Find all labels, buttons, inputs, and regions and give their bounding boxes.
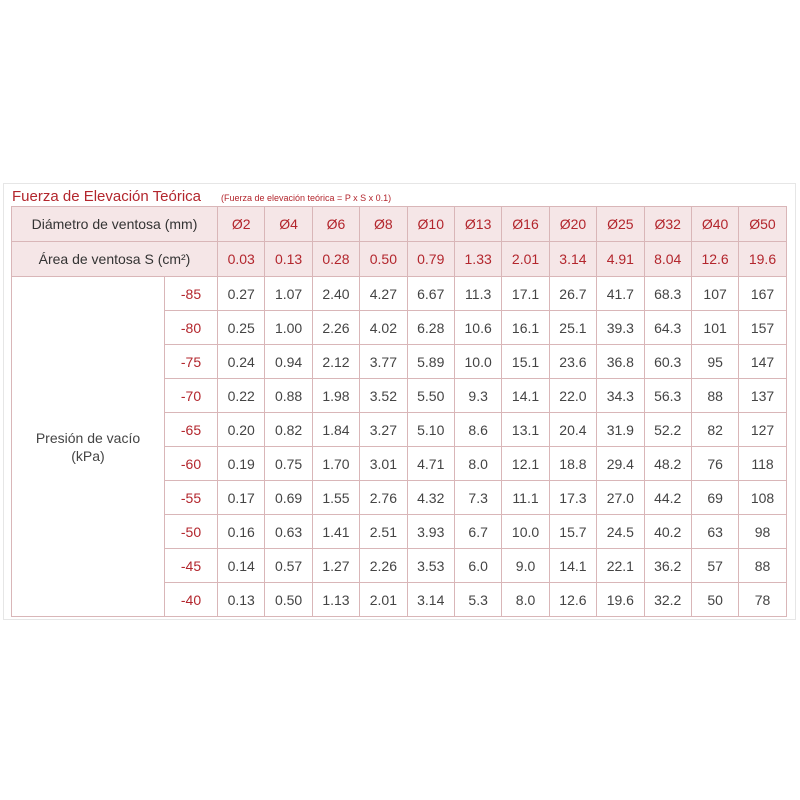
force-value-cell: 5.10	[407, 413, 454, 447]
force-value-cell: 10.6	[454, 311, 501, 345]
force-value-cell: 0.24	[218, 345, 265, 379]
force-value-cell: 0.63	[265, 515, 312, 549]
diameter-header-cell: Ø8	[360, 207, 407, 242]
area-header-cell: 2.01	[502, 242, 549, 277]
force-value-cell: 57	[691, 549, 738, 583]
force-value-cell: 3.27	[360, 413, 407, 447]
force-value-cell: 20.4	[549, 413, 596, 447]
pressure-label-line1: Presión de vacío	[35, 429, 141, 446]
force-value-cell: 0.57	[265, 549, 312, 583]
force-value-cell: 6.7	[454, 515, 501, 549]
force-value-cell: 10.0	[454, 345, 501, 379]
diameter-header-cell: Ø4	[265, 207, 312, 242]
area-header-cell: 12.6	[691, 242, 738, 277]
force-value-cell: 9.3	[454, 379, 501, 413]
force-value-cell: 11.1	[502, 481, 549, 515]
force-value-cell: 8.0	[502, 583, 549, 617]
force-value-cell: 2.26	[360, 549, 407, 583]
diameter-header-cell: Ø16	[502, 207, 549, 242]
force-value-cell: 9.0	[502, 549, 549, 583]
force-value-cell: 25.1	[549, 311, 596, 345]
vacuum-value-cell: -40	[165, 583, 218, 617]
area-header-cell: 19.6	[739, 242, 786, 277]
force-value-cell: 41.7	[597, 277, 644, 311]
force-value-cell: 1.70	[312, 447, 359, 481]
force-value-cell: 15.1	[502, 345, 549, 379]
diameter-label: Diámetro de ventosa (mm)	[12, 207, 218, 242]
force-value-cell: 23.6	[549, 345, 596, 379]
force-value-cell: 14.1	[502, 379, 549, 413]
force-value-cell: 5.3	[454, 583, 501, 617]
vacuum-value-cell: -85	[165, 277, 218, 311]
force-value-cell: 0.17	[218, 481, 265, 515]
force-value-cell: 26.7	[549, 277, 596, 311]
force-value-cell: 1.13	[312, 583, 359, 617]
force-value-cell: 95	[691, 345, 738, 379]
diameter-header-cell: Ø40	[691, 207, 738, 242]
force-value-cell: 137	[739, 379, 786, 413]
force-value-cell: 0.82	[265, 413, 312, 447]
force-value-cell: 82	[691, 413, 738, 447]
force-value-cell: 76	[691, 447, 738, 481]
diameter-header-cell: Ø20	[549, 207, 596, 242]
force-value-cell: 8.6	[454, 413, 501, 447]
force-value-cell: 11.3	[454, 277, 501, 311]
force-value-cell: 63	[691, 515, 738, 549]
diameter-header-row	[12, 207, 787, 242]
force-value-cell: 4.71	[407, 447, 454, 481]
force-value-cell: 1.00	[265, 311, 312, 345]
force-value-cell: 22.1	[597, 549, 644, 583]
diameter-header-cell: Ø13	[454, 207, 501, 242]
force-value-cell: 0.69	[265, 481, 312, 515]
force-value-cell: 39.3	[597, 311, 644, 345]
force-value-cell: 5.89	[407, 345, 454, 379]
force-value-cell: 31.9	[597, 413, 644, 447]
force-value-cell: 17.1	[502, 277, 549, 311]
force-value-cell: 1.84	[312, 413, 359, 447]
formula-note: (Fuerza de elevación teórica = P x S x 0.1)	[221, 193, 392, 203]
area-header-cell: 1.33	[454, 242, 501, 277]
force-value-cell: 29.4	[597, 447, 644, 481]
force-value-cell: 0.13	[218, 583, 265, 617]
table-row	[12, 277, 787, 311]
force-value-cell: 7.3	[454, 481, 501, 515]
force-value-cell: 2.76	[360, 481, 407, 515]
pressure-label-line2: (kPa)	[71, 447, 105, 464]
force-value-cell: 88	[691, 379, 738, 413]
force-value-cell: 6.67	[407, 277, 454, 311]
diameter-header-cell: Ø6	[312, 207, 359, 242]
force-value-cell: 101	[691, 311, 738, 345]
force-value-cell: 17.3	[549, 481, 596, 515]
force-value-cell: 1.98	[312, 379, 359, 413]
force-value-cell: 13.1	[502, 413, 549, 447]
force-value-cell: 118	[739, 447, 786, 481]
pressure-label	[12, 277, 165, 617]
area-label: Área de ventosa S (cm²)	[12, 242, 218, 277]
vacuum-value-cell: -80	[165, 311, 218, 345]
vacuum-value-cell: -75	[165, 345, 218, 379]
area-header-cell: 0.28	[312, 242, 359, 277]
area-header-cell: 8.04	[644, 242, 691, 277]
force-value-cell: 1.41	[312, 515, 359, 549]
vacuum-value-cell: -70	[165, 379, 218, 413]
force-value-cell: 127	[739, 413, 786, 447]
force-value-cell: 4.32	[407, 481, 454, 515]
force-value-cell: 0.27	[218, 277, 265, 311]
area-header-cell: 4.91	[597, 242, 644, 277]
force-value-cell: 5.50	[407, 379, 454, 413]
vacuum-value-cell: -45	[165, 549, 218, 583]
force-value-cell: 157	[739, 311, 786, 345]
force-value-cell: 0.75	[265, 447, 312, 481]
force-value-cell: 2.01	[360, 583, 407, 617]
diameter-header-cell: Ø50	[739, 207, 786, 242]
force-value-cell: 4.02	[360, 311, 407, 345]
force-value-cell: 32.2	[644, 583, 691, 617]
force-value-cell: 0.22	[218, 379, 265, 413]
force-value-cell: 34.3	[597, 379, 644, 413]
vacuum-value-cell: -55	[165, 481, 218, 515]
force-value-cell: 24.5	[597, 515, 644, 549]
force-value-cell: 1.07	[265, 277, 312, 311]
force-value-cell: 18.8	[549, 447, 596, 481]
force-value-cell: 3.52	[360, 379, 407, 413]
force-value-cell: 0.25	[218, 311, 265, 345]
force-value-cell: 108	[739, 481, 786, 515]
force-value-cell: 0.19	[218, 447, 265, 481]
force-value-cell: 147	[739, 345, 786, 379]
force-value-cell: 68.3	[644, 277, 691, 311]
force-value-cell: 78	[739, 583, 786, 617]
force-value-cell: 2.26	[312, 311, 359, 345]
force-value-cell: 40.2	[644, 515, 691, 549]
force-value-cell: 12.1	[502, 447, 549, 481]
force-value-cell: 27.0	[597, 481, 644, 515]
force-value-cell: 36.8	[597, 345, 644, 379]
force-value-cell: 60.3	[644, 345, 691, 379]
force-value-cell: 3.01	[360, 447, 407, 481]
force-value-cell: 88	[739, 549, 786, 583]
force-value-cell: 10.0	[502, 515, 549, 549]
vacuum-value-cell: -50	[165, 515, 218, 549]
area-header-cell: 0.13	[265, 242, 312, 277]
vacuum-value-cell: -65	[165, 413, 218, 447]
force-value-cell: 1.55	[312, 481, 359, 515]
area-header-cell: 0.79	[407, 242, 454, 277]
force-value-cell: 16.1	[502, 311, 549, 345]
area-header-row	[12, 242, 787, 277]
force-value-cell: 14.1	[549, 549, 596, 583]
force-value-cell: 2.40	[312, 277, 359, 311]
force-value-cell: 0.14	[218, 549, 265, 583]
force-value-cell: 107	[691, 277, 738, 311]
page-title: Fuerza de Elevación Teórica	[12, 188, 201, 205]
force-value-cell: 15.7	[549, 515, 596, 549]
force-value-cell: 22.0	[549, 379, 596, 413]
area-header-cell: 3.14	[549, 242, 596, 277]
force-value-cell: 3.14	[407, 583, 454, 617]
force-value-cell: 3.77	[360, 345, 407, 379]
force-value-cell: 48.2	[644, 447, 691, 481]
force-value-cell: 6.0	[454, 549, 501, 583]
area-header-cell: 0.03	[218, 242, 265, 277]
diameter-header-cell: Ø2	[218, 207, 265, 242]
force-value-cell: 4.27	[360, 277, 407, 311]
force-value-cell: 167	[739, 277, 786, 311]
lift-force-table	[11, 206, 787, 617]
force-value-cell: 69	[691, 481, 738, 515]
diameter-header-cell: Ø10	[407, 207, 454, 242]
force-value-cell: 0.94	[265, 345, 312, 379]
force-value-cell: 3.53	[407, 549, 454, 583]
vacuum-value-cell: -60	[165, 447, 218, 481]
force-value-cell: 44.2	[644, 481, 691, 515]
title-row	[12, 188, 391, 208]
force-value-cell: 8.0	[454, 447, 501, 481]
force-value-cell: 19.6	[597, 583, 644, 617]
force-value-cell: 12.6	[549, 583, 596, 617]
force-value-cell: 52.2	[644, 413, 691, 447]
area-header-cell: 0.50	[360, 242, 407, 277]
force-value-cell: 36.2	[644, 549, 691, 583]
force-value-cell: 56.3	[644, 379, 691, 413]
force-value-cell: 0.16	[218, 515, 265, 549]
force-value-cell: 6.28	[407, 311, 454, 345]
diameter-header-cell: Ø32	[644, 207, 691, 242]
force-value-cell: 0.20	[218, 413, 265, 447]
force-value-cell: 64.3	[644, 311, 691, 345]
force-value-cell: 98	[739, 515, 786, 549]
force-value-cell: 0.88	[265, 379, 312, 413]
force-value-cell: 1.27	[312, 549, 359, 583]
force-value-cell: 0.50	[265, 583, 312, 617]
force-value-cell: 50	[691, 583, 738, 617]
force-value-cell: 3.93	[407, 515, 454, 549]
diameter-header-cell: Ø25	[597, 207, 644, 242]
force-value-cell: 2.12	[312, 345, 359, 379]
force-value-cell: 2.51	[360, 515, 407, 549]
